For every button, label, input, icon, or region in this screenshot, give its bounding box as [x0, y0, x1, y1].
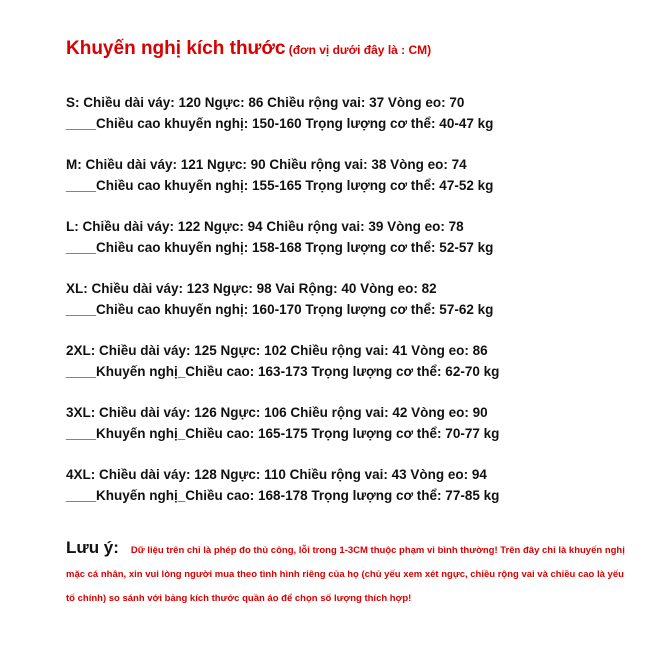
title-unit-note: (đơn vị dưới đây là : CM) — [285, 43, 432, 57]
size-recommendation: ____Chiều cao khuyến nghị: 158-168 Trọng lượng cơ thể: 52-57 kg — [66, 240, 494, 255]
size-block-4xl — [66, 464, 499, 506]
note-section — [66, 538, 626, 611]
size-measurements: 2XL: Chiều dài váy: 125 Ngực: 102 Chiều rộng vai: 41 Vòng eo: 86 — [66, 343, 488, 358]
size-measurements: S: Chiều dài váy: 120 Ngực: 86 Chiều rộng vai: 37 Vòng eo: 70 — [66, 95, 465, 110]
size-measurements: XL: Chiều dài váy: 123 Ngực: 98 Vai Rộng: 40 Vòng eo: 82 — [66, 281, 437, 296]
size-recommendation: ____Chiều cao khuyến nghị: 150-160 Trọng lượng cơ thể: 40-47 kg — [66, 116, 494, 131]
size-block-s — [66, 92, 493, 134]
size-measurements: M: Chiều dài váy: 121 Ngực: 90 Chiều rộng vai: 38 Vòng eo: 74 — [66, 157, 467, 172]
size-recommendation: ____Chiều cao khuyến nghị: 160-170 Trọng lượng cơ thể: 57-62 kg — [66, 302, 494, 317]
page-title — [66, 38, 431, 60]
size-measurements: 3XL: Chiều dài váy: 126 Ngực: 106 Chiều rộng vai: 42 Vòng eo: 90 — [66, 405, 488, 420]
size-recommendation: ____Khuyến nghị_Chiều cao: 163-173 Trọng lượng cơ thể: 62-70 kg — [66, 364, 500, 379]
size-block-2xl — [66, 340, 499, 382]
size-recommendation: ____Khuyến nghị_Chiều cao: 165-175 Trọng lượng cơ thể: 70-77 kg — [66, 426, 500, 441]
size-block-3xl — [66, 402, 499, 444]
size-recommendation: ____Chiều cao khuyến nghị: 155-165 Trọng lượng cơ thể: 47-52 kg — [66, 178, 494, 193]
size-measurements: 4XL: Chiều dài váy: 128 Ngực: 110 Chiều rộng vai: 43 Vòng eo: 94 — [66, 467, 487, 482]
size-block-xl — [66, 278, 493, 320]
size-block-m — [66, 154, 493, 196]
title-main: Khuyến nghị kích thước — [66, 38, 286, 59]
note-label: Lưu ý: — [66, 538, 119, 557]
size-recommendation: ____Khuyến nghị_Chiều cao: 168-178 Trọng lượng cơ thể: 77-85 kg — [66, 488, 500, 503]
note-text: Dữ liệu trên chỉ là phép đo thủ công, lỗi trong 1-3CM thuộc phạm vi bình thường! Trên đây chỉ là khuyến nghị mặc cá nhân, xin vui lòng người mua theo tình hình riêng của họ (chủ yếu xem xét ngực, chiều rộng vai và chiều cao là yếu tố chính) so sánh với bảng kích thước quần áo để chọn số lượng thích hợp! — [66, 545, 625, 604]
size-block-l — [66, 216, 493, 258]
size-measurements: L: Chiều dài váy: 122 Ngực: 94 Chiều rộng vai: 39 Vòng eo: 78 — [66, 219, 464, 234]
